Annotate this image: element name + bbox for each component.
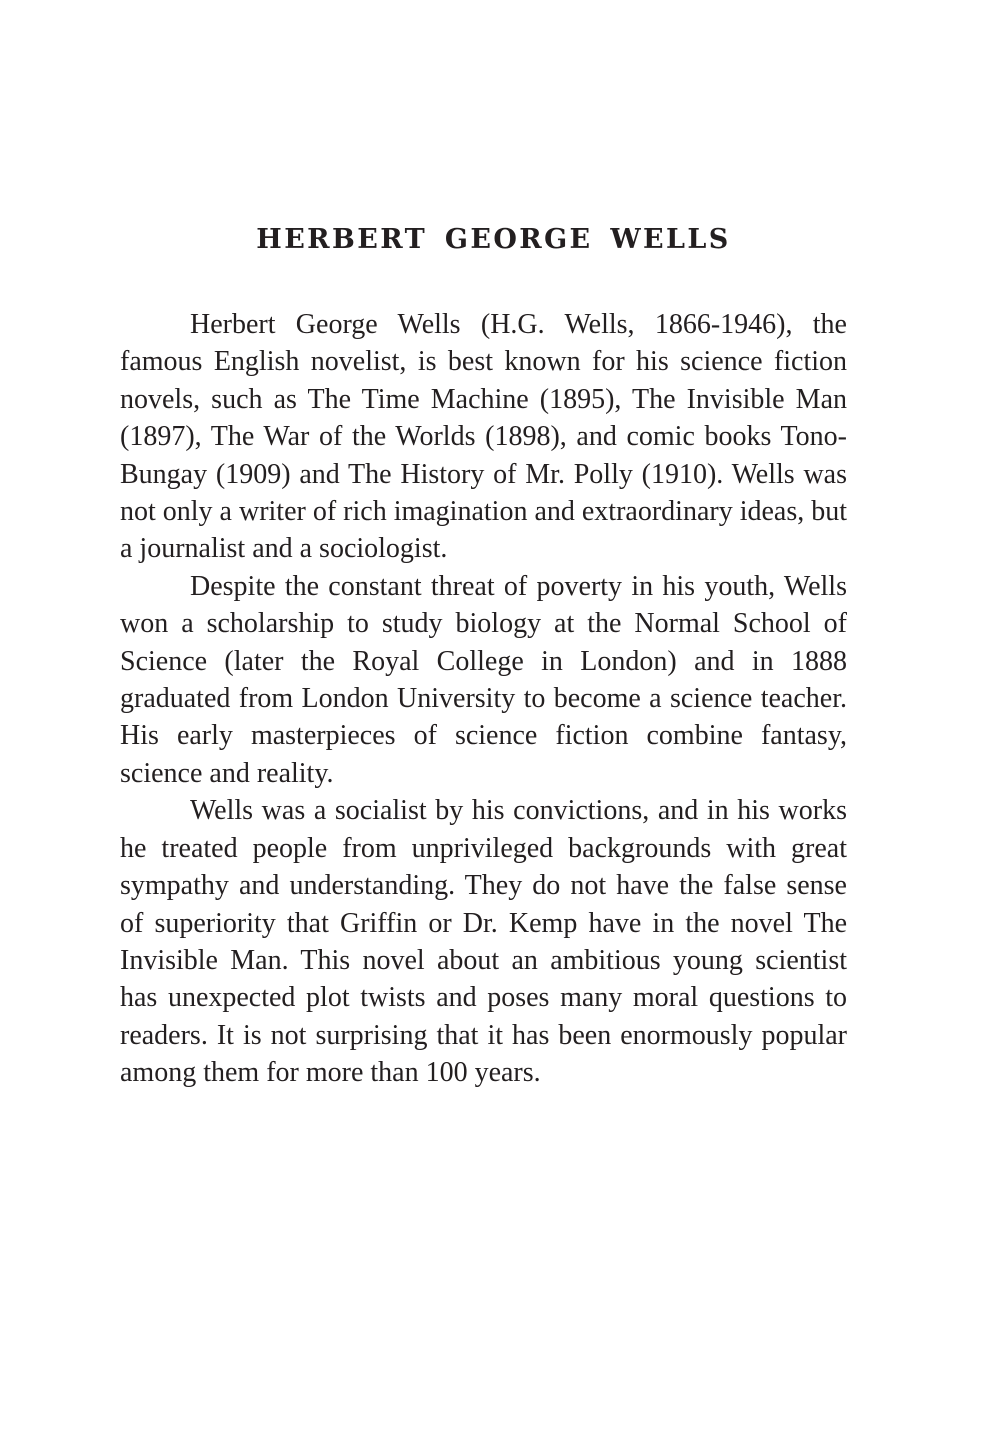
paragraph-2: Despite the constant threat of poverty in his youth, Wells won a scholarship to study biology at the Normal School of Science (later the Royal College in London) and in 1888 graduated from London University to become a science teacher. His early masterpieces of science fiction combine fantasy, science and reality. (120, 570, 847, 789)
page-title: HERBERT GEORGE WELLS (256, 224, 731, 255)
paragraph-3: Wells was a socialist by his convictions, and in his works he treated people from unprivileged backgrounds with great sympathy and understanding. They do not have the false sense of superiority that Griffin or Dr. Kemp have in the novel The Invisible Man. This novel about an ambitious young scientist has unexpected plot twists and poses many moral questions to readers. It is not surprising that it has been enormously popular among them for more than 100 years. (120, 795, 847, 1089)
paragraph-1: Herbert George Wells (H.G. Wells, 1866-1946), the famous English novelist, is best known for his science fiction novels, such as The Time Machine (1895), The Invisible Man (1897), The War of the Worlds (1898), and comic books Tono-Bungay (1909) and The History of Mr. Polly (1910). Wells was not only a writer of rich imagination and extraordinary ideas, but a journalist and a sociologist. (120, 309, 848, 565)
body-text (120, 306, 847, 1092)
